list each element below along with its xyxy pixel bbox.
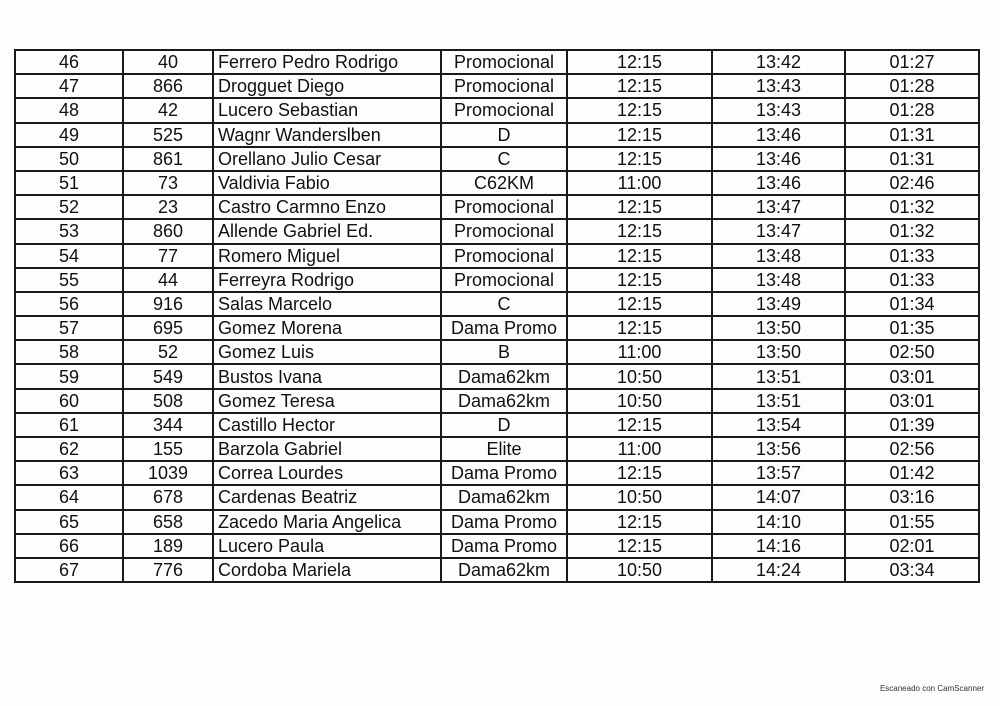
position-cell: 63 — [15, 461, 123, 485]
category-cell: Dama62km — [441, 364, 567, 388]
start-time-cell: 12:15 — [567, 123, 712, 147]
rider-name-cell: Cordoba Mariela — [213, 558, 441, 582]
rider-name-cell: Ferreyra Rodrigo — [213, 268, 441, 292]
category-cell: C — [441, 292, 567, 316]
category-cell: C — [441, 147, 567, 171]
table-row — [15, 316, 979, 340]
rider-name-cell: Gomez Morena — [213, 316, 441, 340]
position-cell: 58 — [15, 340, 123, 364]
rider-name-cell: Gomez Luis — [213, 340, 441, 364]
elapsed-time-cell: 01:28 — [845, 98, 979, 122]
start-time-cell: 12:15 — [567, 195, 712, 219]
position-cell: 56 — [15, 292, 123, 316]
elapsed-time-cell: 01:32 — [845, 195, 979, 219]
elapsed-time-cell: 01:33 — [845, 268, 979, 292]
start-time-cell: 12:15 — [567, 98, 712, 122]
elapsed-time-cell: 01:42 — [845, 461, 979, 485]
category-cell: Promocional — [441, 268, 567, 292]
finish-time-cell: 13:54 — [712, 413, 845, 437]
position-cell: 54 — [15, 244, 123, 268]
start-time-cell: 12:15 — [567, 413, 712, 437]
table-row — [15, 292, 979, 316]
bib-number-cell: 916 — [123, 292, 213, 316]
bib-number-cell: 525 — [123, 123, 213, 147]
finish-time-cell: 13:46 — [712, 171, 845, 195]
rider-name-cell: Castillo Hector — [213, 413, 441, 437]
start-time-cell: 12:15 — [567, 510, 712, 534]
finish-time-cell: 13:43 — [712, 74, 845, 98]
finish-time-cell: 13:56 — [712, 437, 845, 461]
rider-name-cell: Salas Marcelo — [213, 292, 441, 316]
finish-time-cell: 14:24 — [712, 558, 845, 582]
table-row — [15, 219, 979, 243]
bib-number-cell: 42 — [123, 98, 213, 122]
table-row — [15, 461, 979, 485]
finish-time-cell: 13:51 — [712, 389, 845, 413]
rider-name-cell: Zacedo Maria Angelica — [213, 510, 441, 534]
start-time-cell: 12:15 — [567, 244, 712, 268]
rider-name-cell: Wagnr Wanderslben — [213, 123, 441, 147]
bib-number-cell: 678 — [123, 485, 213, 509]
finish-time-cell: 13:47 — [712, 219, 845, 243]
category-cell: Promocional — [441, 74, 567, 98]
elapsed-time-cell: 03:01 — [845, 364, 979, 388]
finish-time-cell: 13:43 — [712, 98, 845, 122]
start-time-cell: 12:15 — [567, 461, 712, 485]
position-cell: 65 — [15, 510, 123, 534]
table-row — [15, 171, 979, 195]
table-row — [15, 485, 979, 509]
start-time-cell: 12:15 — [567, 292, 712, 316]
start-time-cell: 12:15 — [567, 50, 712, 74]
bib-number-cell: 155 — [123, 437, 213, 461]
category-cell: Dama62km — [441, 558, 567, 582]
category-cell: C62KM — [441, 171, 567, 195]
position-cell: 49 — [15, 123, 123, 147]
finish-time-cell: 13:48 — [712, 244, 845, 268]
rider-name-cell: Valdivia Fabio — [213, 171, 441, 195]
position-cell: 50 — [15, 147, 123, 171]
position-cell: 61 — [15, 413, 123, 437]
position-cell: 55 — [15, 268, 123, 292]
bib-number-cell: 860 — [123, 219, 213, 243]
rider-name-cell: Castro Carmno Enzo — [213, 195, 441, 219]
results-body — [15, 50, 979, 582]
finish-time-cell: 14:16 — [712, 534, 845, 558]
elapsed-time-cell: 02:46 — [845, 171, 979, 195]
category-cell: Promocional — [441, 98, 567, 122]
category-cell: Promocional — [441, 219, 567, 243]
position-cell: 47 — [15, 74, 123, 98]
elapsed-time-cell: 01:28 — [845, 74, 979, 98]
table-row — [15, 98, 979, 122]
table-row — [15, 268, 979, 292]
position-cell: 64 — [15, 485, 123, 509]
table-row — [15, 123, 979, 147]
results-table — [14, 49, 980, 583]
table-row — [15, 50, 979, 74]
category-cell: Dama Promo — [441, 510, 567, 534]
start-time-cell: 11:00 — [567, 171, 712, 195]
rider-name-cell: Romero Miguel — [213, 244, 441, 268]
elapsed-time-cell: 02:56 — [845, 437, 979, 461]
rider-name-cell: Drogguet Diego — [213, 74, 441, 98]
position-cell: 46 — [15, 50, 123, 74]
finish-time-cell: 13:50 — [712, 316, 845, 340]
table-row — [15, 195, 979, 219]
finish-time-cell: 13:46 — [712, 147, 845, 171]
elapsed-time-cell: 03:34 — [845, 558, 979, 582]
finish-time-cell: 13:46 — [712, 123, 845, 147]
finish-time-cell: 13:42 — [712, 50, 845, 74]
rider-name-cell: Allende Gabriel Ed. — [213, 219, 441, 243]
elapsed-time-cell: 01:31 — [845, 123, 979, 147]
rider-name-cell: Barzola Gabriel — [213, 437, 441, 461]
finish-time-cell: 14:10 — [712, 510, 845, 534]
bib-number-cell: 23 — [123, 195, 213, 219]
rider-name-cell: Correa Lourdes — [213, 461, 441, 485]
start-time-cell: 12:15 — [567, 534, 712, 558]
category-cell: Elite — [441, 437, 567, 461]
bib-number-cell: 73 — [123, 171, 213, 195]
bib-number-cell: 52 — [123, 340, 213, 364]
bib-number-cell: 44 — [123, 268, 213, 292]
category-cell: Dama Promo — [441, 461, 567, 485]
elapsed-time-cell: 01:39 — [845, 413, 979, 437]
rider-name-cell: Lucero Sebastian — [213, 98, 441, 122]
table-row — [15, 510, 979, 534]
bib-number-cell: 866 — [123, 74, 213, 98]
table-row — [15, 389, 979, 413]
finish-time-cell: 13:57 — [712, 461, 845, 485]
position-cell: 62 — [15, 437, 123, 461]
category-cell: Dama62km — [441, 389, 567, 413]
category-cell: Dama62km — [441, 485, 567, 509]
table-row — [15, 340, 979, 364]
start-time-cell: 12:15 — [567, 219, 712, 243]
rider-name-cell: Orellano Julio Cesar — [213, 147, 441, 171]
table-row — [15, 413, 979, 437]
rider-name-cell: Bustos Ivana — [213, 364, 441, 388]
finish-time-cell: 13:49 — [712, 292, 845, 316]
table-row — [15, 558, 979, 582]
position-cell: 59 — [15, 364, 123, 388]
finish-time-cell: 13:50 — [712, 340, 845, 364]
elapsed-time-cell: 02:01 — [845, 534, 979, 558]
table-row — [15, 437, 979, 461]
bib-number-cell: 549 — [123, 364, 213, 388]
position-cell: 48 — [15, 98, 123, 122]
rider-name-cell: Gomez Teresa — [213, 389, 441, 413]
category-cell: B — [441, 340, 567, 364]
finish-time-cell: 14:07 — [712, 485, 845, 509]
category-cell: Dama Promo — [441, 534, 567, 558]
start-time-cell: 10:50 — [567, 485, 712, 509]
elapsed-time-cell: 03:01 — [845, 389, 979, 413]
start-time-cell: 12:15 — [567, 268, 712, 292]
bib-number-cell: 1039 — [123, 461, 213, 485]
category-cell: D — [441, 123, 567, 147]
finish-time-cell: 13:47 — [712, 195, 845, 219]
elapsed-time-cell: 01:34 — [845, 292, 979, 316]
bib-number-cell: 40 — [123, 50, 213, 74]
start-time-cell: 10:50 — [567, 558, 712, 582]
bib-number-cell: 508 — [123, 389, 213, 413]
rider-name-cell: Cardenas Beatriz — [213, 485, 441, 509]
rider-name-cell: Ferrero Pedro Rodrigo — [213, 50, 441, 74]
elapsed-time-cell: 02:50 — [845, 340, 979, 364]
bib-number-cell: 861 — [123, 147, 213, 171]
category-cell: Promocional — [441, 195, 567, 219]
start-time-cell: 11:00 — [567, 340, 712, 364]
start-time-cell: 11:00 — [567, 437, 712, 461]
bib-number-cell: 695 — [123, 316, 213, 340]
category-cell: Promocional — [441, 50, 567, 74]
elapsed-time-cell: 01:55 — [845, 510, 979, 534]
start-time-cell: 10:50 — [567, 389, 712, 413]
position-cell: 53 — [15, 219, 123, 243]
elapsed-time-cell: 03:16 — [845, 485, 979, 509]
bib-number-cell: 344 — [123, 413, 213, 437]
elapsed-time-cell: 01:35 — [845, 316, 979, 340]
finish-time-cell: 13:48 — [712, 268, 845, 292]
position-cell: 60 — [15, 389, 123, 413]
finish-time-cell: 13:51 — [712, 364, 845, 388]
rider-name-cell: Lucero Paula — [213, 534, 441, 558]
elapsed-time-cell: 01:33 — [845, 244, 979, 268]
elapsed-time-cell: 01:31 — [845, 147, 979, 171]
position-cell: 52 — [15, 195, 123, 219]
bib-number-cell: 658 — [123, 510, 213, 534]
table-row — [15, 534, 979, 558]
category-cell: Promocional — [441, 244, 567, 268]
position-cell: 67 — [15, 558, 123, 582]
bib-number-cell: 77 — [123, 244, 213, 268]
position-cell: 66 — [15, 534, 123, 558]
position-cell: 57 — [15, 316, 123, 340]
position-cell: 51 — [15, 171, 123, 195]
category-cell: Dama Promo — [441, 316, 567, 340]
table-row — [15, 244, 979, 268]
start-time-cell: 12:15 — [567, 316, 712, 340]
start-time-cell: 12:15 — [567, 147, 712, 171]
elapsed-time-cell: 01:27 — [845, 50, 979, 74]
bib-number-cell: 189 — [123, 534, 213, 558]
scanner-watermark: Escaneado con CamScanner — [879, 684, 984, 693]
category-cell: D — [441, 413, 567, 437]
bib-number-cell: 776 — [123, 558, 213, 582]
table-row — [15, 74, 979, 98]
table-row — [15, 364, 979, 388]
start-time-cell: 10:50 — [567, 364, 712, 388]
elapsed-time-cell: 01:32 — [845, 219, 979, 243]
start-time-cell: 12:15 — [567, 74, 712, 98]
table-row — [15, 147, 979, 171]
